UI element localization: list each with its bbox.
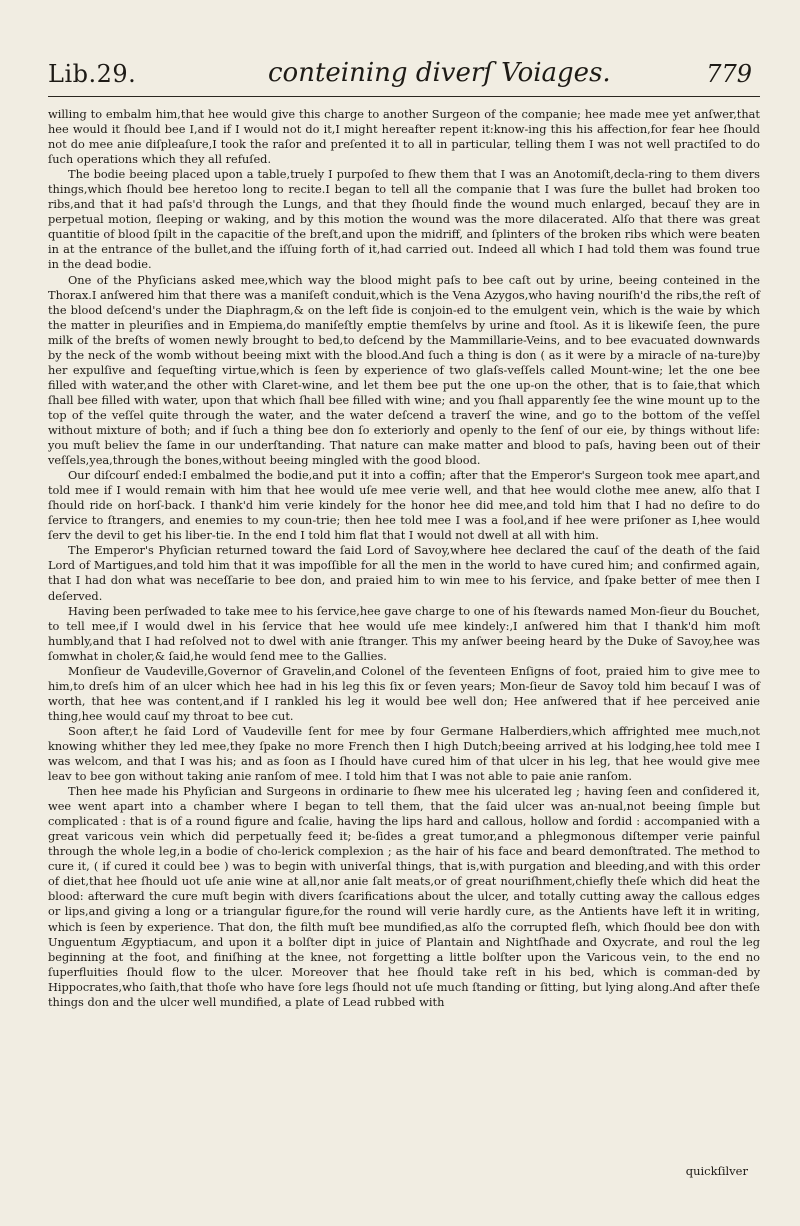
paragraph: The bodie beeing placed upon a table,truely I purpoſed to ſhew them that I was an Anotomiſt,decla-ring to them divers things,which ſhould bee heretoo long to recite.I began to tell all the companie that I was ſure the bullet had broken too ribs,and that it had paſs'd through the Lungs, and that they ſhould finde the wound much enlarged, becauſ they are in perpetual motion, ſleeping or waking, and by this motion the wound was the more dilacerated. Alſo that there was great quantitie of blood ſpilt in the capacitie of the breſt,and upon the midriff, and ſplinters of the broken ribs which were beaten in at the entrance of the bullet,and the iſſuing forth of it,had carried out. Indeed all which I had told them was found true in the dead bodie. — [48, 167, 760, 272]
book-number: Lib.29. — [48, 60, 137, 88]
paragraph: Having been perſwaded to take mee to his ſervice,hee gave charge to one of his ſtewards named Mon-ſieur du Bouchet, to tell mee,if I would dwel in his ſervice that hee would uſe mee kindely:,I anſwered him that I thank'd him moſt humbly,and that I had reſolved not to dwel with anie ſtranger. This my anſwer beeing heard by the Duke of Savoy,hee was ſomwhat in choler,& ſaid,he would ſend mee to the Gallies. — [48, 603, 760, 663]
paragraph: Monſieur de Vaudeville,Governor of Gravelin,and Colonel of the ſeventeen Enſigns of foot, praied him to give mee to him,to dreſs him of an ulcer which hee had in his leg this ſix or ſeven years; Mon-ſieur de Savoy told him becauſ I was of worth, that hee was content,and if I rankled his leg it would bee well don; Hee anſwered that if hee perceived anie thing,hee would cauſ my throat to bee cut. — [48, 663, 760, 723]
catchword: quickſilver — [685, 1164, 748, 1178]
paragraph: Then hee made his Phyſician and Surgeons in ordinarie to ſhew mee his ulcerated leg ; having ſeen and conſidered it, wee went apart into a chamber where I began to tell them, that the ſaid ulcer was an-nual,not beeing ſimple but complicated : that is of a round figure and ſcalie, having the lips hard and callous, hollow and ſordid : accompanied with a great varicous vein which did perpetually feed it; be-ſides a great tumor,and a phlegmonous diſtemper verie painful through the whole leg,in a bodie of cho-lerick complexion ; as the hair of his face and beard demonſtrated. The method to cure it, ( if cured it could bee ) was to begin with univerſal things, that is,with purgation and bleeding,and with this order of diet,that hee ſhould uot uſe anie wine at all,nor anie ſalt meats,or of great nouriſhment,chiefly theſe which did heat the blood: afterward the cure muſt begin with divers ſcarifications about the ulcer, and totally cutting away the callous edges or lips,and giving a long or a triangular figure,for the round will verie hardly cure, as the Antients have left it in writing, which is ſeen by experience. That don, the filth muſt bee mundified,as alſo the corrupted fleſh, which ſhould bee don with Unguentum Ægyptiacum, and upon it a bolſter dipt in juice of Plantain and Nightſhade and Oxycrate, and roul the leg beginning at the foot, and finiſhing at the knee, not forgetting a little bolſter upon the Varicous vein, to the end no ſuperfluities ſhould flow to the ulcer. Moreover that hee ſhould take reſt in his bed, which is comman-ded by Hippocrates,who ſaith,that thoſe who have ſore legs ſhould not uſe much ſtanding or ſitting, but lying along.And after theſe things don and the ulcer well mundified, a plate of Lead rubbed with — [48, 784, 760, 1009]
paragraph: Soon after,t he ſaid Lord of Vaudeville ſent for mee by four Germane Halberdiers,which affrighted mee much,not knowing whither they led mee,they ſpake no more French then I high Dutch;beeing arrived at his lodging,hee told mee I was welcom, and that I was his; and as ſoon as I ſhould have cured him of that ulcer in his leg, that hee would give mee leav to bee gon without taking anie ranſom of mee. I told him that I was not able to paie anie ranſom. — [48, 723, 760, 784]
page-number: 779 — [706, 60, 752, 88]
body-text — [48, 107, 760, 1010]
running-title: conteining diverſ Voiages. — [268, 58, 611, 88]
paragraph: One of the Phyſicians asked mee,which way the blood might paſs to bee caſt out by urine, beeing conteined in the Thorax.I anſwered him that there was a maniſeſt conduit,which is the Vena Azygos,who having nouriſh'd the ribs,the reſt of the blood deſcend's under the Diaphragm,& on the left ſide is conjoin-ed to the emulgent vein, which is the waie by which the matter in pleuriſies and in Empiema,do maniſeſtly emptie themſelvs by urine and ſtool. As it is likewiſe ſeen, the pure milk of the breſts of women newly brought to bed,to deſcend by the Mammillarie-Veins, and to bee evacuated downwards by the neck of the womb without beeing mixt with the blood.And ſuch a thing is don ( as it were by a miracle of na-ture)by her expulſive and ſequeſting virtue,which is ſeen by experience of two glaſs-veſſels called Mount-wine; let the one bee filled with water,and the other with Claret-wine, and let them bee put the one up-on the other, that is to ſaie,that which ſhall bee filled with water, upon that which ſhall bee filled with wine; and you ſhall apparently ſee the wine mount up to the top of the veſſel quite through the water, and the water deſcend a traverſ the wine, and go to the bottom of the veſſel without mixture of both; and if ſuch a thing bee don ſo exteriorly and openly to the ſenſ of our eie, by things without life: you muſt believ the ſame in our underſtanding. That nature can make matter and blood to paſs, having been out of their veſſels,yea,through the bones,without beeing mingled with the good blood. — [48, 272, 760, 468]
paragraph: Our diſcourſ ended:I embalmed the bodie,and put it into a coffin; after that the Emperor's Surgeon took mee apart,and told mee if I would remain with him that hee would uſe mee verie well, and that hee would clothe mee anew, alſo that I ſhould ride on horſ-back. I thank'd him verie kindely for the honor hee did mee,and told him that I had no deſire to do ſervice to ſtrangers, and enemies to my coun-trie; then hee told mee I was a fool,and if hee were priſoner as I,hee would ſerv the devil to get his liber-tie. In the end I told him flat that I would not dwell at all with him. — [48, 468, 760, 543]
paragraph: willing to embalm him,that hee would give this charge to another Surgeon of the companie; hee made mee yet anſwer,that hee would it ſhould bee I,and if I would not do it,I might hereafter repent it:know-ing this his affection,for fear hee ſhould not do mee anie diſpleaſure,I took the raſor and preſented it to all in particular, telling them I was not well practiſed to do ſuch operations which they all refuſed. — [48, 107, 760, 167]
paragraph: The Emperor's Phyſician returned toward the ſaid Lord of Savoy,where hee declared the cauſ of the death of the ſaid Lord of Martigues,and told him that it was impoſſible for all the men in the world to have cured him; and confirmed again, that I had don what was neceſſarie to bee don, and praied him to win mee to his ſervice, and ſpake better of mee then I deſerved. — [48, 543, 760, 603]
page-header — [48, 52, 760, 97]
